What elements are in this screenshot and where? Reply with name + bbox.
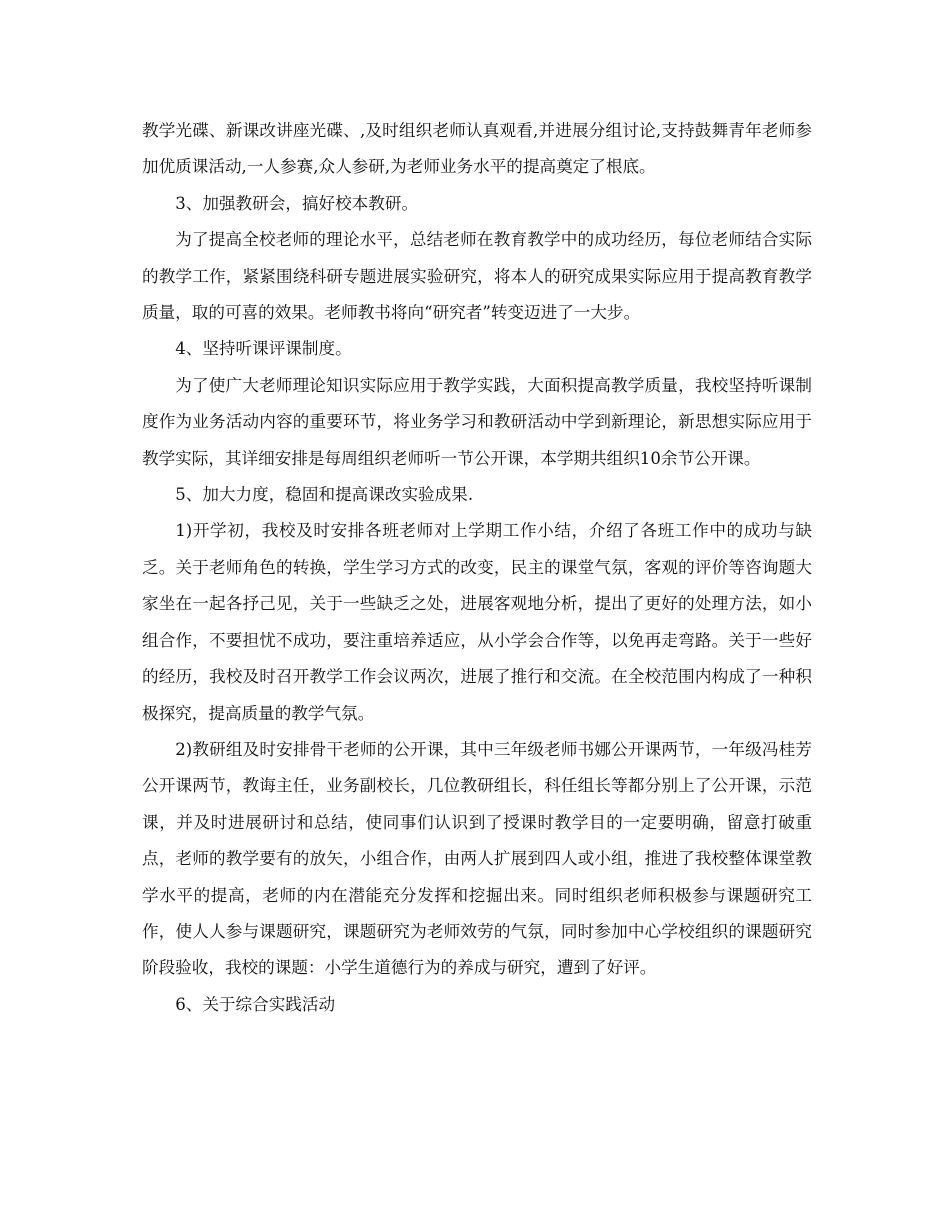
section-heading-3: 3、加强教研会，搞好校本教研。 bbox=[175, 193, 419, 213]
paragraph-continued: 教学光碟、新课改讲座光碟、,及时组织老师认真观看,并进展分组讨论,支持鼓舞青年老师参加优质课活动,一人参赛,众人参研,为老师业务水平的提高奠定了根底。 bbox=[142, 121, 812, 177]
section-heading-6: 6、关于综合实践活动 bbox=[175, 994, 336, 1014]
document-body bbox=[142, 113, 812, 1023]
paragraph-item-2: 2)教研组及时安排骨干老师的公开课，其中三年级老师书娜公开课两节，一年级冯桂芳公开课两节，教诲主任，业务副校长，几位教研组长，科任组长等都分别上了公开课，示范课，并及时进展研讨和总结，使同事们认识到了授课时教学目的一定要明确，留意打破重点，老师的教学要有的放矢，小组合作，由两人扩展到四人或小组，推进了我校整体课堂教学水平的提高，老师的内在潜能充分发挥和挖掘出来。同时组织老师积极参与课题研究工作，使人人参与课题研究，课题研究为老师效劳的气氛，同时参加中心学校组织的课题研究阶段验收，我校的课题：小学生道德行为的养成与研究，遭到了好评。 bbox=[142, 739, 812, 978]
section-heading-5: 5、加大力度，稳固和提高课改实验成果. bbox=[175, 485, 474, 505]
section-heading-4: 4、坚持听课评课制度。 bbox=[175, 339, 352, 359]
paragraph-teaching-research: 为了提高全校老师的理论水平，总结老师在教育教学中的成功经历，每位老师结合实际的教学工作，紧紧围绕科研专题进展实验研究，将本人的研究成果实际应用于提高教育教学质量，取的可喜的效果。老师教书将向“研究者”转变迈进了一大步。 bbox=[142, 230, 812, 323]
paragraph-lesson-observation: 为了使广大老师理论知识实际应用于教学实践，大面积提高教学质量，我校坚持听课制度作为业务活动内容的重要环节，将业务学习和教研活动中学到新理论，新思想实际应用于教学实际，其详细安排是每周组织老师听一节公开课，本学期共组织10余节公开课。 bbox=[142, 375, 812, 468]
paragraph-item-1: 1)开学初，我校及时安排各班老师对上学期工作小结，介绍了各班工作中的成功与缺乏。关于老师角色的转换，学生学习方式的改变，民主的课堂气氛，客观的评价等咨询题大家坐在一起各抒己见，关于一些缺乏之处，进展客观地分析，提出了更好的处理方法，如小组合作，不要担忧不成功，要注重培养适应，从小学会合作等，以免再走弯路。关于一些好的经历，我校及时召开教学工作会议两次，进展了推行和交流。在全校范围内构成了一种积极探究，提高质量的教学气氛。 bbox=[142, 521, 812, 723]
